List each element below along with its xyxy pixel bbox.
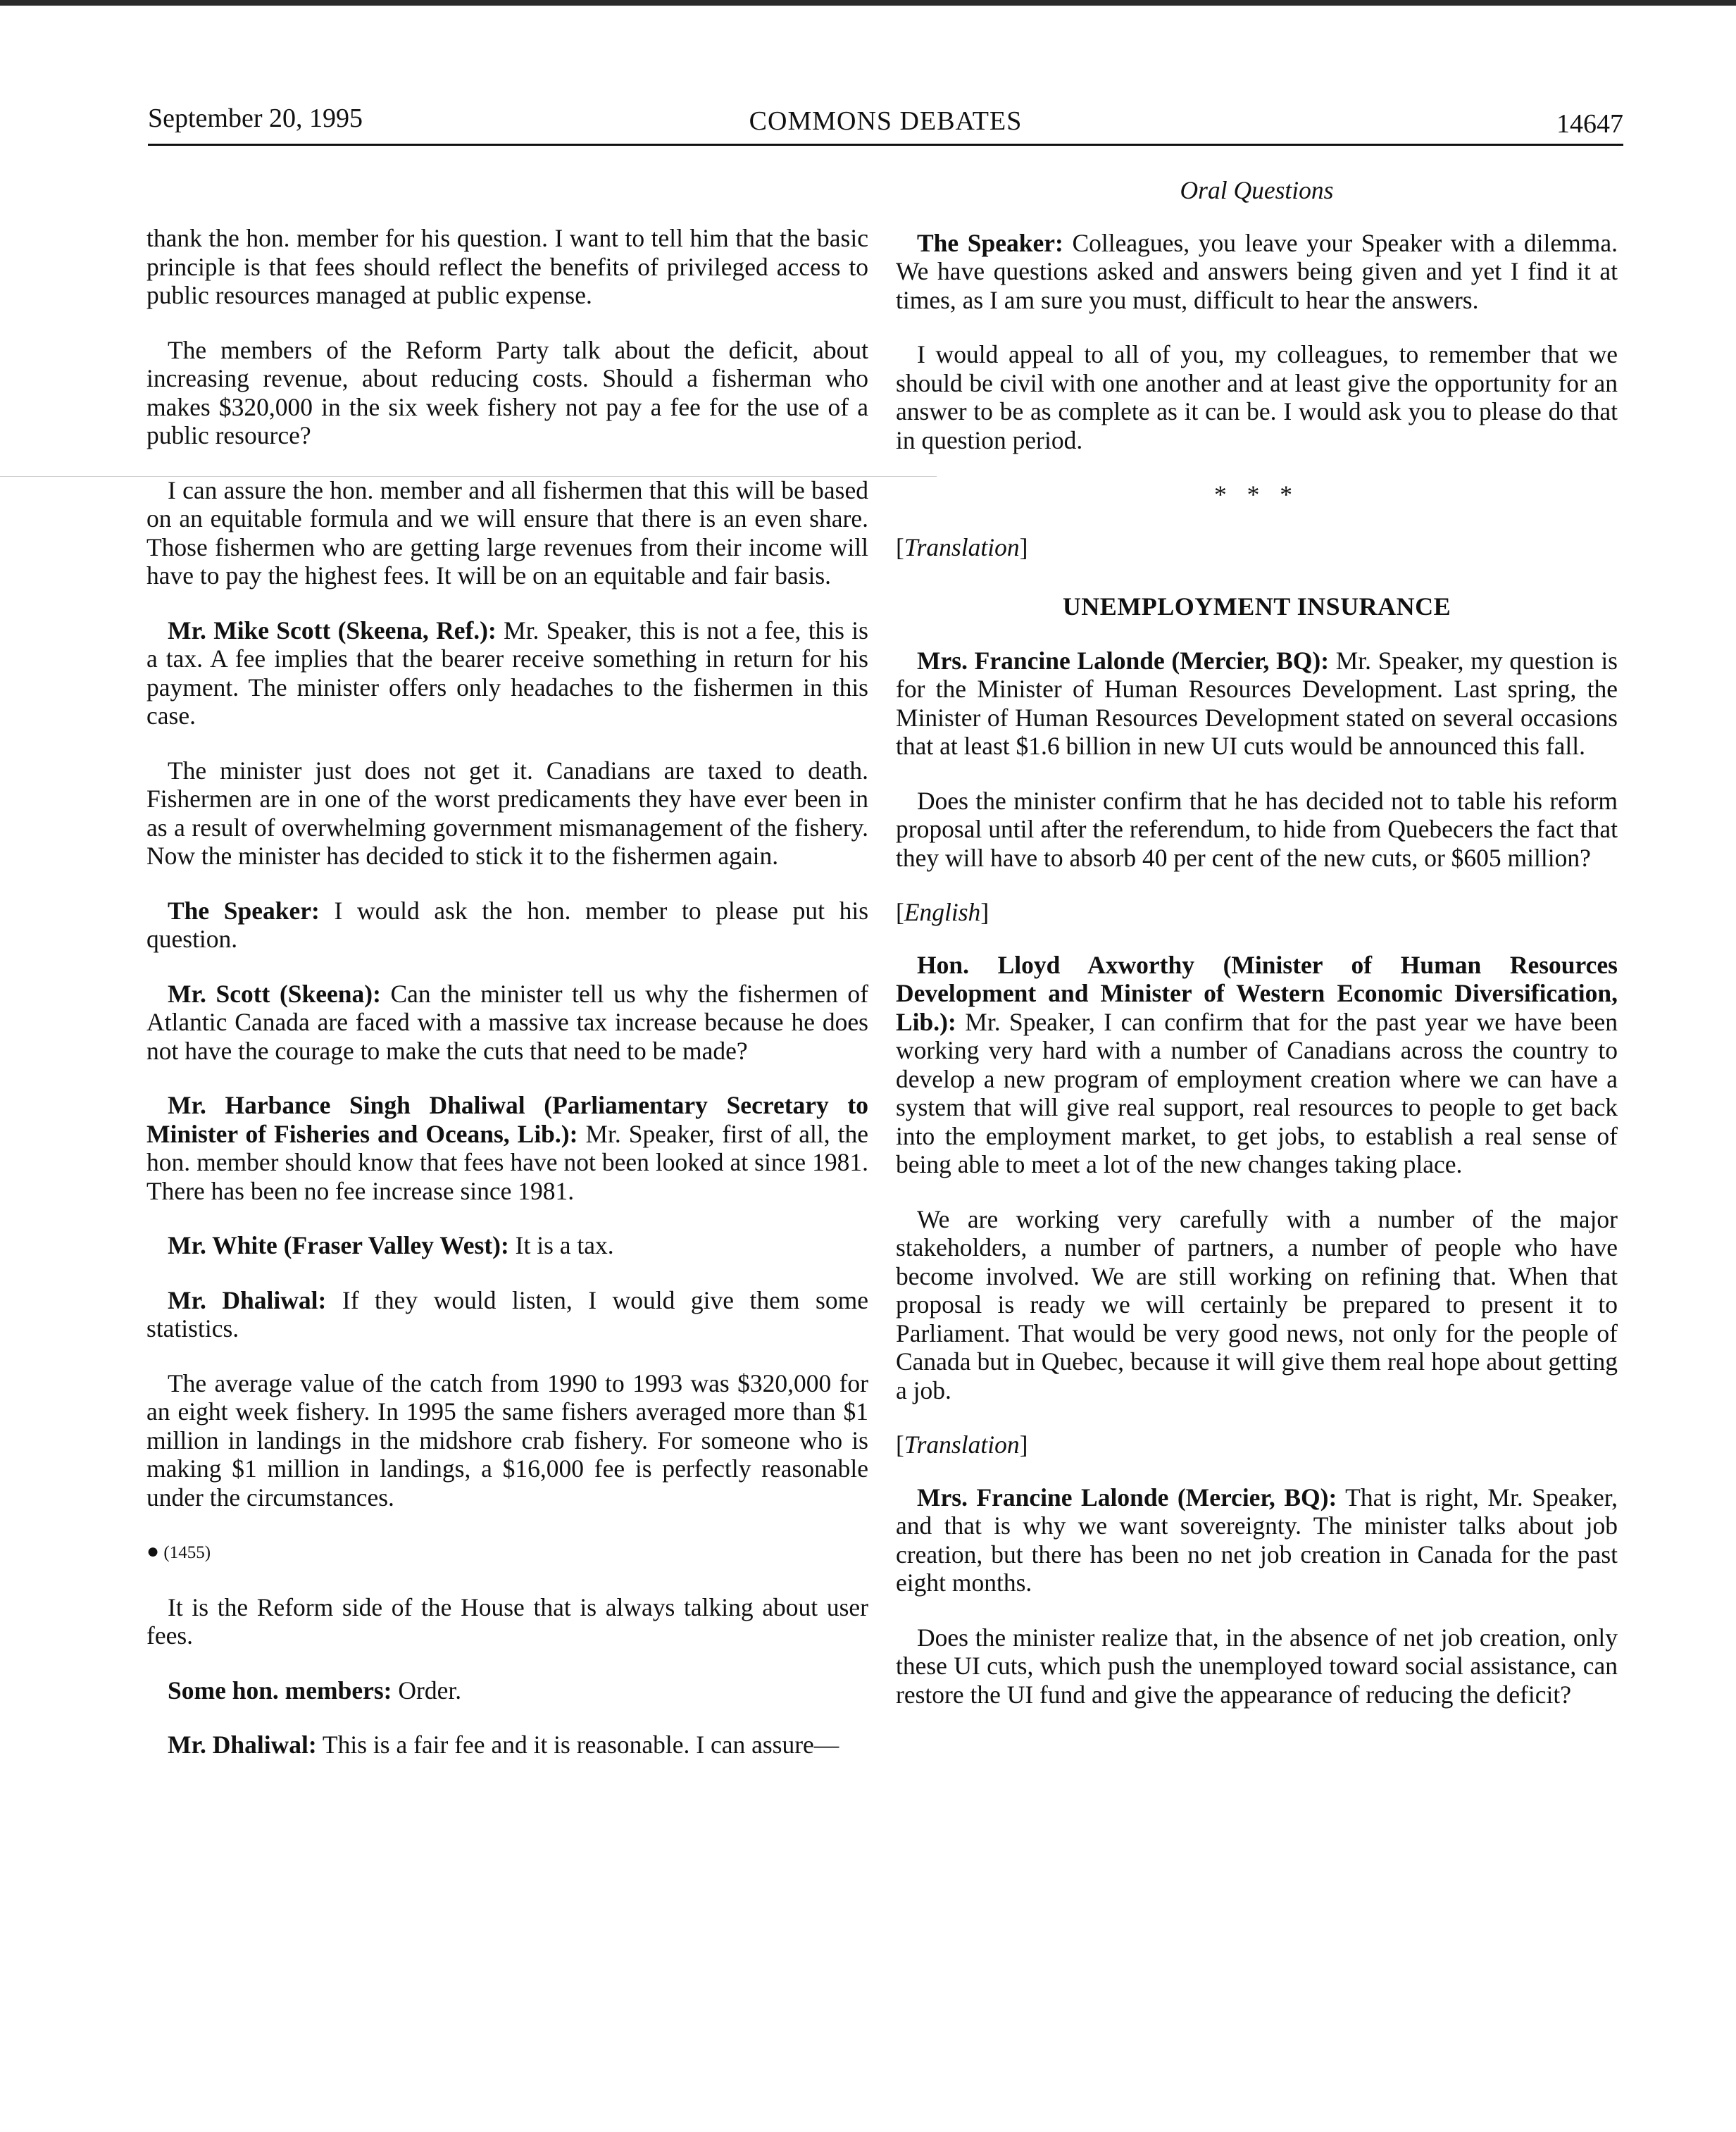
translation-tag-2-text: Translation — [904, 1430, 1020, 1459]
text-paragraph — [146, 224, 868, 310]
speaker-name: Mr. Mike Scott (Skeena, Ref.): — [168, 616, 497, 644]
text-paragraph — [146, 336, 868, 450]
paragraph-text: That is right, Mr. Speaker, and that is why we want sovereignty. The minister talks about job creation, but there has been no net job creation in Canada for the past eight months. — [896, 1483, 1618, 1597]
timestamp-text: (1455) — [163, 1543, 211, 1562]
text-paragraph — [896, 1205, 1618, 1405]
paragraph-text: It is a tax. — [515, 1231, 614, 1259]
paragraph-text: We are working very carefully with a number of the major stakeholders, a number of partners, a number of people who have become involved. We are still working on refining that. When that proposal is ready we will certainly be prepared to present it to Parliament. That would be very good news, not only for the people of Canada but in Quebec, because it will give them real hope about getting a job. — [896, 1204, 1618, 1404]
speech-paragraph — [146, 616, 868, 730]
paragraph-text: I would ask the hon. member to please put his question. — [146, 896, 869, 953]
speaker-name: Mr. Harbance Singh Dhaliwal (Parliamentary Secretary to Minister of Fisheries and Oceans, Lib.): — [146, 1091, 868, 1148]
speech-paragraph — [146, 980, 868, 1066]
timestamp-marker: ● (1455) — [146, 1540, 211, 1563]
speaker-name: Mr. Scott (Skeena): — [168, 979, 381, 1008]
paragraph-text: This is a fair fee and it is reasonable. I can assure— — [322, 1731, 839, 1759]
speech-paragraph — [896, 647, 1618, 761]
header-page-number: 14647 — [1556, 109, 1623, 139]
translation-tag-text: Translation — [904, 532, 1020, 561]
paragraph-text: Mr. Speaker, first of all, the hon. member should know that fees have not been looked at since 1981. There has been no fee increase since 1981. — [146, 1119, 869, 1205]
translation-tag-2: [Translation] — [896, 1430, 1028, 1459]
scan-top-edge — [0, 0, 1736, 6]
right-paragraphs-end — [896, 1483, 1618, 1709]
text-paragraph — [146, 1593, 868, 1650]
text-paragraph — [146, 1369, 868, 1512]
speaker-name: Mrs. Francine Lalonde (Mercier, BQ): — [917, 1483, 1337, 1511]
right-paragraphs-ui — [896, 647, 1618, 873]
separator-stars: * * * — [1214, 480, 1299, 509]
header-date: September 20, 1995 — [148, 104, 363, 133]
paragraph-text: The minister just does not get it. Canadians are taxed to death. Fishermen are in one of the worst predicaments they have ever been in as a result of overwhelming government mismanagement of the fishery. Now the minister has decided to stick it to the fishermen again. — [146, 756, 868, 870]
section-heading: UNEMPLOYMENT INSURANCE — [1062, 592, 1451, 621]
speaker-name: Mr. Dhaliwal: — [168, 1285, 327, 1314]
paragraph-text: Colleagues, you leave your Speaker with a dilemma. We have questions asked and answers being given and yet I find it at times, as I am sure you must, difficult to hear the answers. — [896, 228, 1618, 314]
paragraph-text: The members of the Reform Party talk about the deficit, about increasing revenue, about reducing costs. Should a fisherman who makes $320,000 in the six week fishery not pay a fee for the use of a public resource? — [146, 335, 868, 449]
text-paragraph — [146, 756, 868, 871]
paragraph-text: Does the minister realize that, in the absence of net job creation, only these UI cuts, which push the unemployed toward social assistance, can restore the UI fund and give the appearance of reducing the deficit? — [896, 1623, 1618, 1709]
right-paragraphs-axworthy — [896, 951, 1618, 1405]
paragraph-text: Mr. Speaker, my question is for the Minister of Human Resources Development. Last spring, the Minister of Human Resources Development stated on several occasions that at least $1.6 billion in new UI cuts would be announced this fall. — [896, 646, 1618, 760]
speech-paragraph — [146, 1286, 868, 1343]
left-column-paragraphs — [146, 224, 868, 1511]
text-paragraph — [146, 476, 868, 590]
translation-tag: [Translation] — [896, 532, 1028, 561]
header-rule — [148, 144, 1623, 146]
speech-paragraph — [146, 897, 868, 954]
paragraph-text: Order. — [398, 1676, 462, 1704]
english-tag-text: English — [904, 898, 981, 926]
left-column — [146, 224, 868, 1785]
paragraph-text: Does the minister confirm that he has decided not to table his reform proposal until after the referendum, to hide from Quebecers the fact that they will have to absorb 40 per cent of the new cuts, or $605 million? — [896, 786, 1618, 872]
speech-paragraph — [896, 229, 1618, 315]
speaker-name: Mrs. Francine Lalonde (Mercier, BQ): — [917, 646, 1330, 675]
paragraph-text: Mr. Speaker, this is not a fee, this is a tax. A fee implies that the bearer receive something in return for his payment. The minister offers only headaches to the fishermen in this case. — [146, 616, 868, 730]
speaker-name: The Speaker: — [168, 896, 320, 925]
english-tag: [English] — [896, 898, 989, 926]
left-column-paragraphs-after — [146, 1593, 868, 1759]
speech-paragraph — [146, 1676, 868, 1705]
paragraph-text: If they would listen, I would give them some statistics. — [146, 1285, 868, 1342]
paragraph-text: Mr. Speaker, I can confirm that for the past year we have been working very hard with a number of Canadians across the country to develop a new program of employment creation where we can have a system that will give real support, real resources to people to get back into the employment market, to get jobs, to establish a real sense of being able to meet a lot of the new changes taking place. — [896, 1007, 1618, 1178]
paragraph-text: It is the Reform side of the House that is always talking about user fees. — [146, 1592, 868, 1650]
speech-paragraph — [146, 1231, 868, 1260]
speaker-name: Mr. Dhaliwal: — [168, 1731, 317, 1759]
text-paragraph — [896, 787, 1618, 873]
speaker-name: The Speaker: — [917, 228, 1063, 257]
header-title: COMMONS DEBATES — [749, 106, 1023, 136]
text-paragraph — [896, 340, 1618, 454]
right-paragraphs-top — [896, 229, 1618, 455]
paragraph-text: The average value of the catch from 1990 to 1993 was $320,000 for an eight week fishery. In 1995 the same fishers averaged more than $1 million in landings in the midshore crab fishery. For someone who is making $1 million in landings, a $16,000 fee is perfectly reasonable under the circumstances. — [146, 1369, 868, 1511]
speaker-name: Hon. Lloyd Axworthy (Minister of Human Resources Development and Minister of Western Economic Diversification, Lib.): — [896, 950, 1618, 1036]
paragraph-text: Can the minister tell us why the fishermen of Atlantic Canada are faced with a massive tax increase because he does not have the courage to make the cuts that need to be made? — [146, 979, 869, 1065]
text-paragraph — [896, 1623, 1618, 1709]
paragraph-text: I would appeal to all of you, my colleagues, to remember that we should be civil with one another and at least give the opportunity for an answer to be as complete as it can be. I would ask you to please do that in question period. — [896, 340, 1618, 454]
speech-paragraph — [896, 1483, 1618, 1597]
page-header — [148, 103, 1623, 145]
speech-paragraph — [146, 1731, 868, 1759]
section-label: Oral Questions — [1180, 176, 1334, 204]
speech-paragraph — [146, 1091, 868, 1205]
right-column — [896, 176, 1618, 1735]
paragraph-text: I can assure the hon. member and all fishermen that this will be based on an equitable formula and we will ensure that there is an even share. Those fishermen who are getting large revenues from their income will have to pay the highest fees. It will be on an equitable and fair basis. — [146, 475, 868, 590]
paragraph-text: thank the hon. member for his question. I want to tell him that the basic principle is that fees should reflect the benefits of privileged access to public resources managed at public expense. — [146, 224, 868, 309]
speaker-name: Mr. White (Fraser Valley West): — [168, 1231, 509, 1259]
speaker-name: Some hon. members: — [168, 1676, 392, 1704]
speech-paragraph — [896, 951, 1618, 1179]
